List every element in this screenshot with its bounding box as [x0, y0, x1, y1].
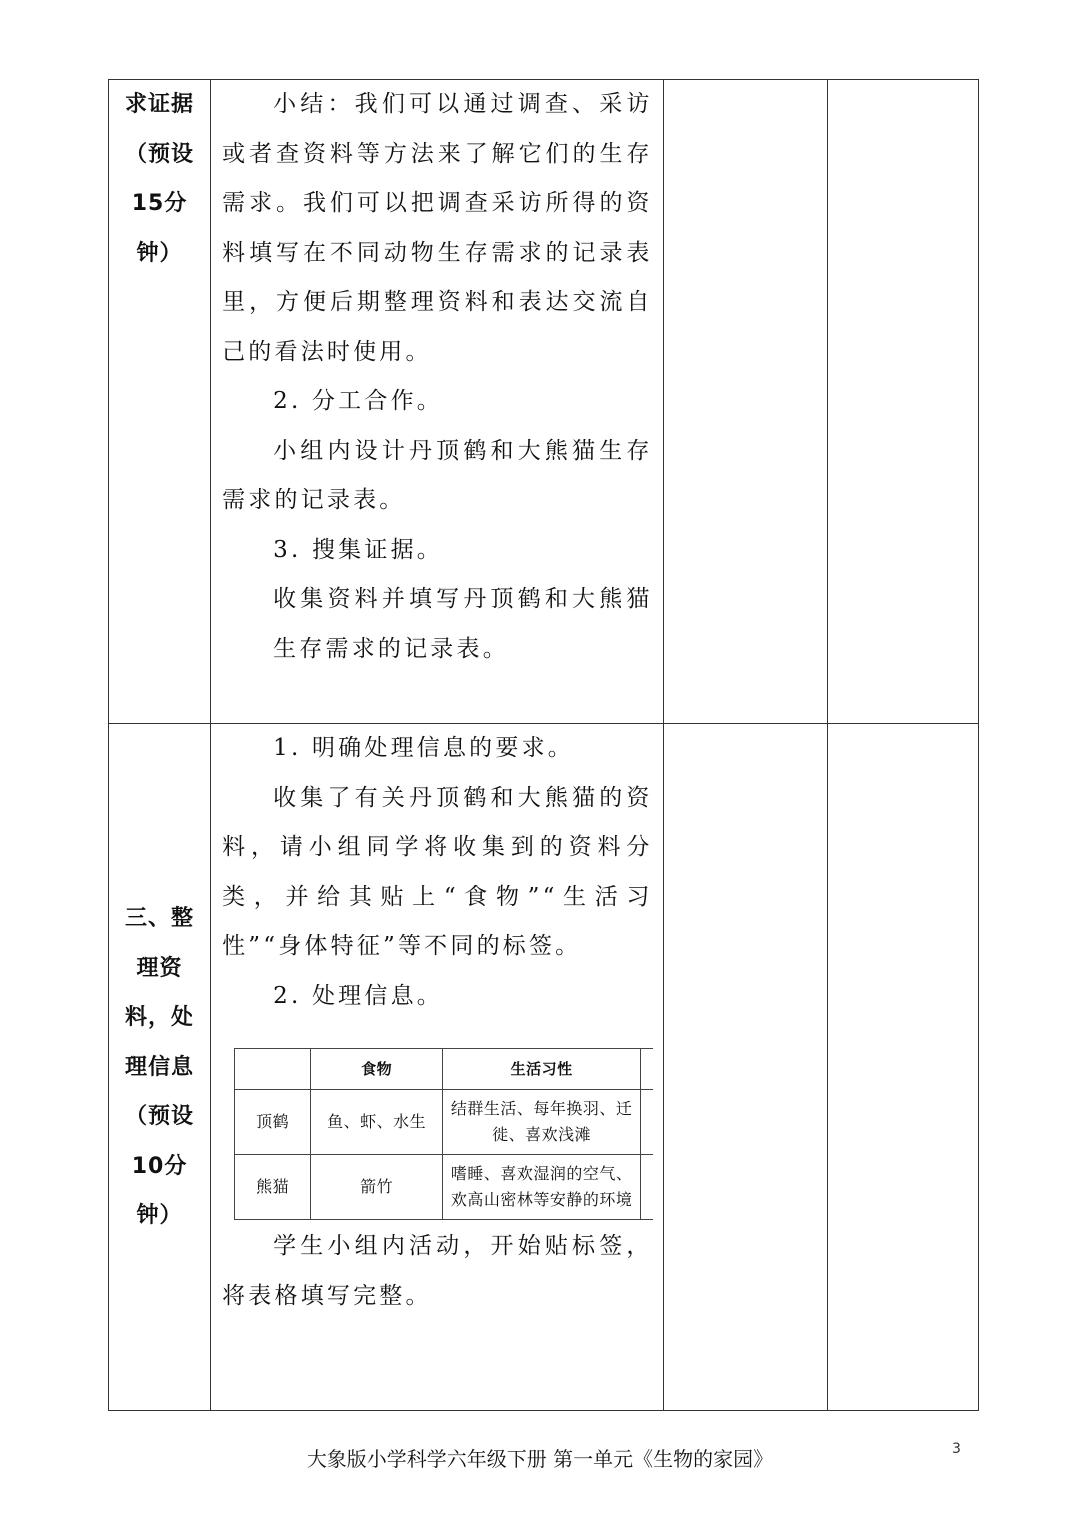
empty-cell — [663, 80, 827, 724]
phase-cell — [109, 724, 211, 1411]
lesson-plan-table — [108, 79, 979, 1411]
step-heading: 1. 明确处理信息的要求。 — [273, 735, 574, 761]
table-cell: 鱼、虾、水生 — [311, 1090, 443, 1155]
step-heading: 2. 处理信息。 — [273, 982, 443, 1009]
header-cell — [235, 1049, 311, 1090]
phase-cell — [109, 80, 211, 724]
table-cell: 箭竹 — [311, 1155, 443, 1220]
table-cell: 结群生活、每年换羽、迁徙、喜欢浅滩 — [443, 1090, 641, 1155]
step-paragraph: 收集资料并填写丹顶鹤和大熊猫生存需求的记录表。 — [273, 586, 653, 662]
content-cell — [211, 80, 664, 724]
table-header-row — [235, 1049, 654, 1090]
table-cell: 熊猫 — [235, 1155, 311, 1220]
table-cell — [641, 1155, 654, 1220]
table-row — [109, 80, 979, 724]
empty-cell — [663, 724, 827, 1411]
table-row — [235, 1155, 654, 1220]
page-footer: 大象版小学科学六年级下册 第一单元《生物的家园》 — [306, 1447, 774, 1471]
step-paragraph: 收集了有关丹顶鹤和大熊猫的资料，请小组同学将收集到的资料分类，并给其贴上“食物”“生活习性”“身体特征”等不同的标签。 — [222, 784, 653, 959]
empty-cell — [827, 724, 978, 1411]
header-cell — [641, 1049, 654, 1090]
header-cell: 生活习性 — [443, 1049, 641, 1090]
phase-label: 三、整理资料，处理信息（预设10分钟） — [125, 906, 195, 1228]
empty-cell — [827, 80, 978, 724]
content-cell — [211, 724, 664, 1411]
activity-paragraph: 学生小组内活动，开始贴标签，将表格填写完整。 — [222, 1233, 653, 1309]
table-cell: 顶鹤 — [235, 1090, 311, 1155]
step-paragraph: 小组内设计丹顶鹤和大熊猫生存需求的记录表。 — [222, 437, 653, 513]
table-row — [235, 1090, 654, 1155]
step-heading: 2. 分工合作。 — [273, 388, 443, 414]
table-row — [109, 724, 979, 1411]
summary-paragraph: 小结：我们可以通过调查、采访或者查资料等方法来了解它们的生存需求。我们可以把调查采访所得的资料填写在不同动物生存需求的记录表里，方便后期整理资料和表达交流自己的看法时使用。 — [222, 91, 653, 365]
animal-info-table — [234, 1048, 653, 1220]
header-cell: 食物 — [311, 1049, 443, 1090]
page-number: 3 — [952, 1441, 961, 1457]
step-heading: 3. 搜集证据。 — [273, 536, 443, 563]
table-cell: 嗜睡、喜欢湿润的空气、欢高山密林等安静的环境 — [443, 1155, 641, 1220]
phase-label: 求证据（预设15分钟） — [125, 92, 195, 266]
table-cell — [641, 1090, 654, 1155]
